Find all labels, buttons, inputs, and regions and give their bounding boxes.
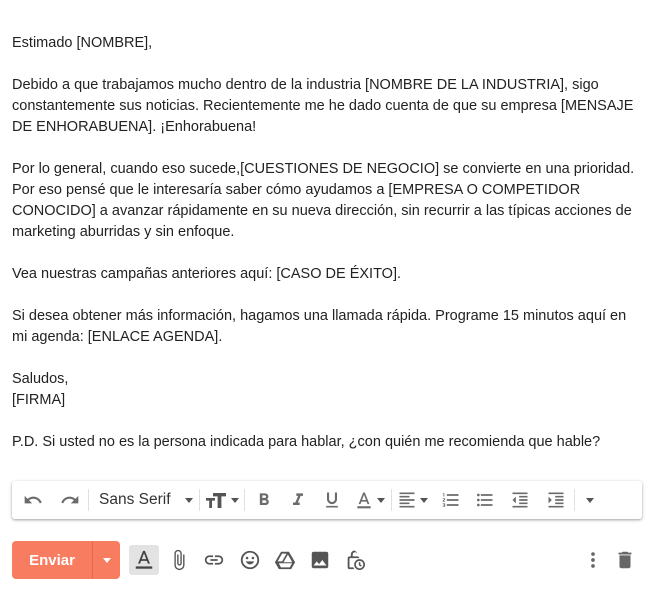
body-line: Por lo general, cuando eso sucede,[CUESTIONES DE NEGOCIO] se convierte en una prioridad.	[12, 161, 635, 177]
body-line: mi agenda: [ENLACE AGENDA].	[12, 329, 223, 345]
chevron-down-icon	[185, 498, 193, 503]
body-line: marketing aburridas y sin enfoque.	[12, 224, 235, 240]
body-line: CONOCIDO] a avanzar rápidamente en su nueva dirección, sin recurrir a las típicas acciones de	[12, 203, 632, 219]
toolbar-divider	[244, 489, 245, 511]
more-vert-icon[interactable]	[578, 545, 608, 575]
email-body[interactable]	[12, 33, 642, 453]
body-line: DE ENHORABUENA]. ¡Enhorabuena!	[12, 119, 257, 135]
font-family-label: Sans Serif	[99, 491, 171, 508]
closing: Saludos,	[12, 371, 69, 387]
chevron-down-icon	[420, 498, 428, 503]
greeting: Estimado [NOMBRE],	[12, 35, 153, 51]
body-line: Vea nuestras campañas anteriores aquí: [CASO DE ÉXITO].	[12, 266, 402, 282]
chevron-down-icon	[231, 498, 239, 503]
redo-icon[interactable]	[52, 481, 88, 519]
signature: [FIRMA]	[12, 392, 66, 408]
confidential-icon[interactable]	[340, 545, 370, 575]
align-icon[interactable]	[392, 481, 434, 519]
underline-icon[interactable]	[315, 481, 349, 519]
drive-icon[interactable]	[270, 545, 300, 575]
numbered-list-icon[interactable]	[434, 481, 468, 519]
send-button-group	[12, 541, 120, 579]
body-line: constantemente sus noticias. Recientemente me he dado cuenta de que su empresa [MENSAJE	[12, 98, 634, 114]
attach-icon[interactable]	[164, 545, 194, 575]
body-line: Por eso pensé que le interesaría saber cómo ayudamos a [EMPRESA O COMPETIDOR	[12, 182, 581, 198]
send-options-button[interactable]	[92, 541, 120, 579]
bold-icon[interactable]	[247, 481, 281, 519]
italic-icon[interactable]	[281, 481, 315, 519]
font-family-select[interactable]	[89, 481, 199, 519]
trash-icon[interactable]	[610, 545, 640, 575]
photo-icon[interactable]	[305, 545, 335, 575]
send-button[interactable]: Enviar	[12, 541, 92, 579]
chevron-down-icon	[103, 558, 111, 563]
body-line: Si desea obtener más información, hagamos una llamada rápida. Programe 15 minutos aquí en	[12, 308, 627, 324]
bulleted-list-icon[interactable]	[468, 481, 502, 519]
chevron-down-icon	[586, 498, 594, 503]
chevron-down-icon	[377, 498, 385, 503]
indent-less-icon[interactable]	[502, 481, 538, 519]
formatting-toolbar	[12, 481, 642, 519]
font-size-icon[interactable]	[200, 481, 244, 519]
formatting-icon[interactable]	[129, 545, 159, 575]
indent-more-icon[interactable]	[538, 481, 574, 519]
body-line: Debido a que trabajamos mucho dentro de la industria [NOMBRE DE LA INDUSTRIA], sigo	[12, 77, 599, 93]
link-icon[interactable]	[199, 545, 229, 575]
text-color-icon[interactable]	[349, 481, 391, 519]
more-options-icon[interactable]	[575, 481, 605, 519]
postscript: P.D. Si usted no es la persona indicada para hablar, ¿con quién me recomienda que hable?	[12, 434, 601, 450]
emoji-icon[interactable]	[235, 545, 265, 575]
undo-icon[interactable]	[14, 481, 52, 519]
